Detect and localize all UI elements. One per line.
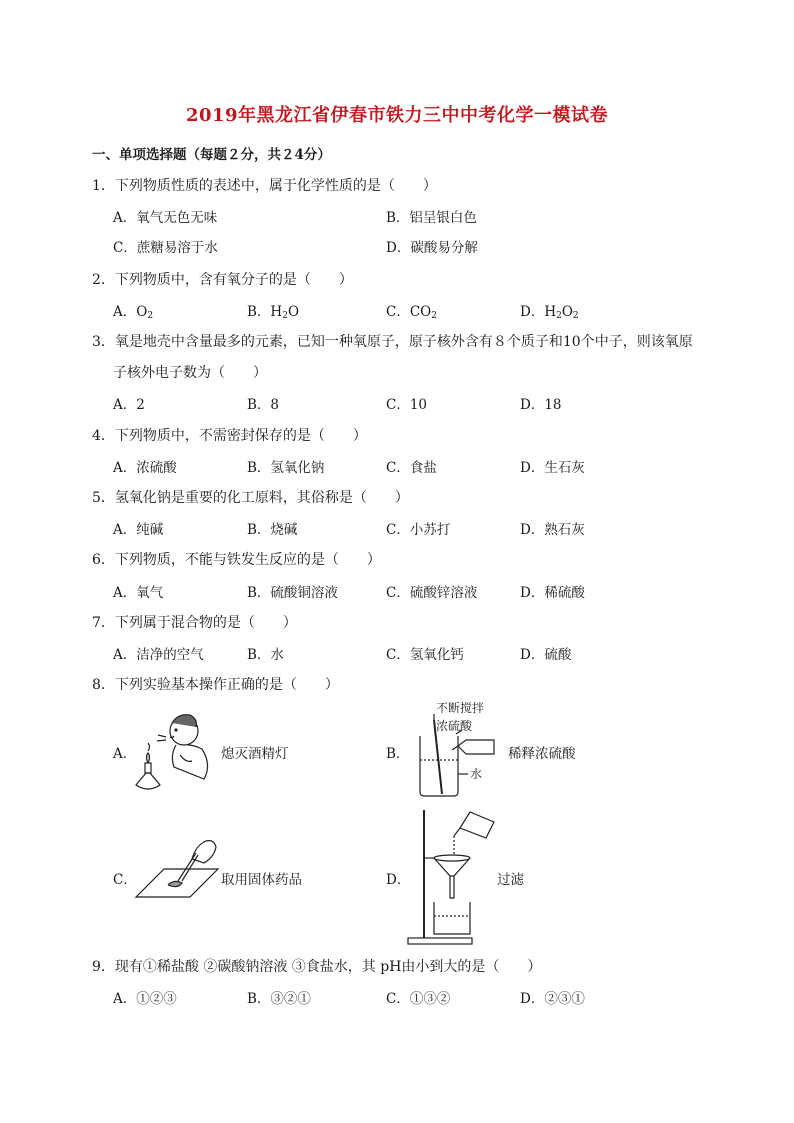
option-d-text-mid: O — [561, 304, 573, 320]
question-3-stem-line1: 3．氧是地壳中含量最多的元素，已知一种氧原子，原子核外含有８个质子和10个中子，则该氧原 — [92, 334, 693, 350]
dilution-illustration — [404, 700, 504, 800]
question-2-option-d[interactable] — [520, 300, 579, 321]
question-9-option-b[interactable]: B．③②① — [247, 991, 311, 1007]
question-2-option-c[interactable] — [386, 300, 437, 321]
subscript: 2 — [572, 311, 579, 321]
question-7-stem: 7．下列属于混合物的是（ ） — [92, 615, 297, 631]
question-7-option-a[interactable]: A．洁净的空气 — [113, 647, 204, 663]
question-8-option-d-caption: 过滤 — [497, 872, 524, 888]
option-b-text-tail: O — [287, 304, 300, 320]
question-6-option-d[interactable]: D．稀硫酸 — [520, 585, 585, 601]
question-8-option-b[interactable]: B． — [386, 746, 410, 762]
question-7-option-c[interactable]: C．氢氧化钙 — [386, 647, 464, 663]
question-8-option-c[interactable]: C． — [113, 872, 137, 888]
question-3-stem-line2: 子核外电子数为（ ） — [113, 365, 267, 381]
question-5-option-b[interactable]: B．烧碱 — [247, 522, 298, 538]
subscript: 2 — [431, 311, 437, 321]
solid-reagent-illustration — [134, 835, 220, 905]
water-label: 水 — [470, 767, 483, 781]
question-1-option-c[interactable]: C．蔗糖易溶于水 — [113, 240, 218, 256]
question-8-stem: 8．下列实验基本操作正确的是（ ） — [92, 677, 339, 693]
question-8-option-a-caption: 熄灭酒精灯 — [221, 746, 289, 762]
question-5-option-c[interactable]: C．小苏打 — [386, 522, 451, 538]
question-1-option-b[interactable]: B．铝呈银白色 — [386, 210, 477, 226]
question-9-option-a[interactable]: A．①②③ — [113, 991, 177, 1007]
question-3-option-c[interactable]: C．10 — [386, 397, 428, 413]
question-1-option-a[interactable]: A．氧气无色无味 — [113, 210, 218, 226]
question-3-option-b[interactable]: B．8 — [247, 397, 280, 413]
question-3-option-d[interactable]: D．18 — [520, 397, 562, 413]
stir-label: 不断搅拌 — [436, 701, 485, 715]
question-5-option-d[interactable]: D．熟石灰 — [520, 522, 585, 538]
question-1-option-d[interactable]: D．碳酸易分解 — [386, 240, 478, 256]
question-4-option-c[interactable]: C．食盐 — [386, 460, 437, 476]
question-5-option-a[interactable]: A．纯碱 — [113, 522, 164, 538]
question-9-option-d[interactable]: D．②③① — [520, 991, 585, 1007]
question-7-option-b[interactable]: B．水 — [247, 647, 284, 663]
question-8-option-a[interactable]: A． — [113, 746, 137, 762]
option-c-text: C．CO — [386, 304, 432, 320]
question-9-option-c[interactable]: C．①③② — [386, 991, 451, 1007]
question-8-option-c-caption: 取用固体药品 — [221, 872, 302, 888]
question-4-option-b[interactable]: B．氢氧化钠 — [247, 460, 325, 476]
question-2-option-b[interactable] — [247, 300, 299, 321]
question-2-option-a[interactable] — [113, 300, 153, 321]
subscript: 2 — [556, 311, 562, 321]
question-8-option-d[interactable]: D． — [386, 872, 411, 888]
concentrated-acid-label: 浓硫酸 — [436, 719, 473, 733]
question-2-stem: 2．下列物质中，含有氧分子的是（ ） — [92, 272, 353, 288]
question-6-option-b[interactable]: B．硫酸铜溶液 — [247, 585, 338, 601]
question-7-option-d[interactable]: D．硫酸 — [520, 647, 572, 663]
question-9-stem: 9．现有①稀盐酸 ②碳酸钠溶液 ③食盐水，其 pH由小到大的是（ ） — [92, 959, 542, 975]
question-4-option-a[interactable]: A．浓硫酸 — [113, 460, 177, 476]
filtration-illustration — [404, 808, 500, 948]
exam-title: 2019年黑龙江省伊春市铁力三中中考化学一模试卷 — [185, 105, 609, 126]
question-3-option-a[interactable]: A．2 — [113, 397, 145, 413]
question-6-option-a[interactable]: A．氧气 — [113, 585, 164, 601]
option-a-text: A．O — [113, 304, 148, 320]
question-8-option-b-caption: 稀释浓硫酸 — [508, 746, 576, 762]
option-d-text: D．H — [520, 304, 557, 320]
question-1-stem: 1．下列物质性质的表述中，属于化学性质的是（ ） — [92, 178, 437, 194]
subscript: 2 — [282, 311, 288, 321]
question-4-stem: 4．下列物质中，不需密封保存的是（ ） — [92, 428, 367, 444]
blowing-lamp-illustration — [132, 705, 222, 795]
section-heading: 一、单项选择题（每题２分，共２4分） — [92, 147, 331, 163]
option-b-text: B．H — [247, 304, 283, 320]
question-6-stem: 6．下列物质，不能与铁发生反应的是（ ） — [92, 552, 381, 568]
question-5-stem: 5．氢氧化钠是重要的化工原料，其俗称是（ ） — [92, 490, 409, 506]
question-6-option-c[interactable]: C．硫酸锌溶液 — [386, 585, 478, 601]
subscript: 2 — [147, 311, 154, 321]
question-4-option-d[interactable]: D．生石灰 — [520, 460, 585, 476]
